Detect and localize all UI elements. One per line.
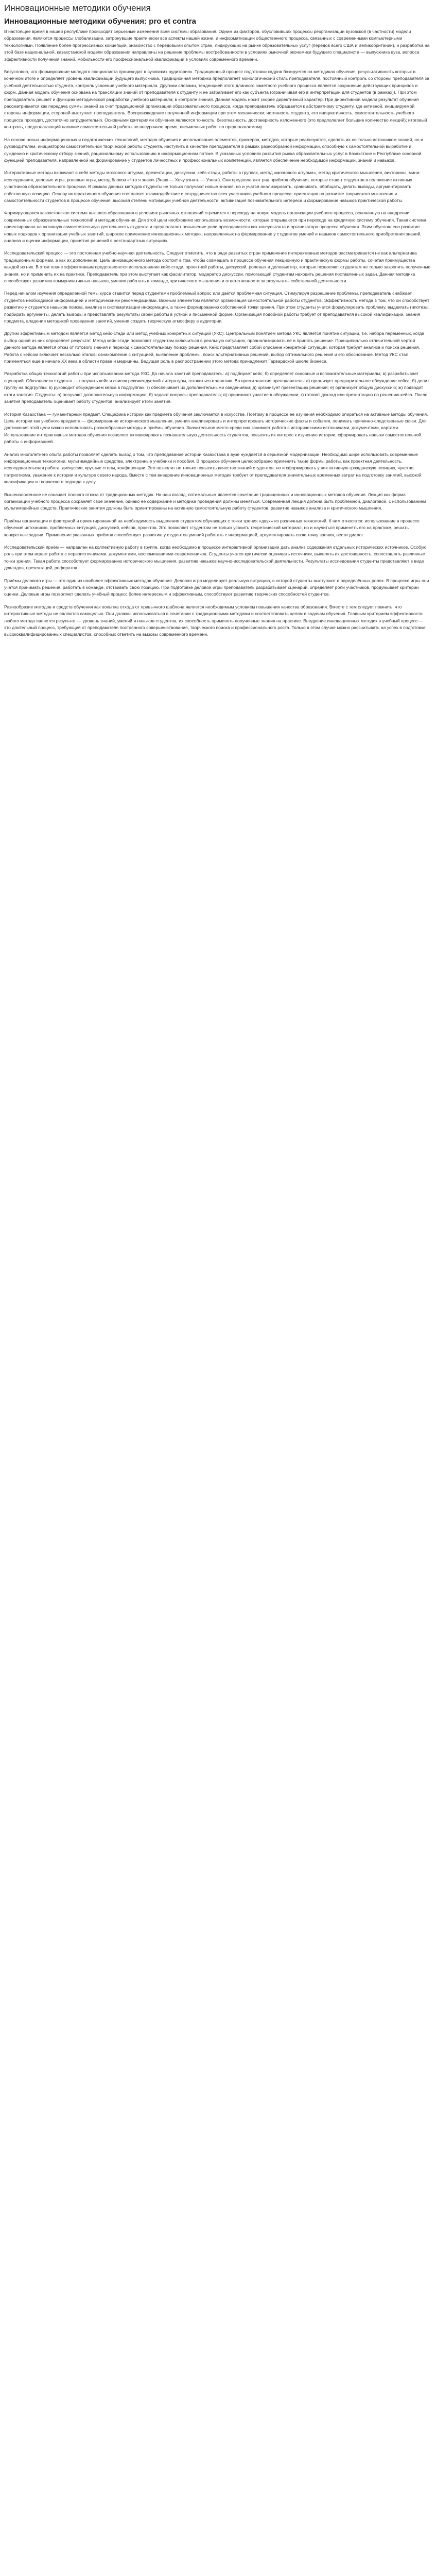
article-paragraph: Разработка общих технологий работы при использовании метода УКС. До начала занятий преподаватель: а) подбирает кейс; б) определяет основные и вспомогательные материалы; в) разрабатывает сценарий. Обязанности студента — получить кейс и список рекомендуемой литературы, готовиться к занятию. Во время занятия преподаватель: а) организует предварительное обсуждение кейса; б) делит группу на подгруппы; в) руководит обсуждением кейса в подгруппах; г) обеспечивает их дополнительными сведениями; д) организует презентацию решений; е) организует общую дискуссию; ж) подводит итоги занятия. Студенты: а) получают дополнительную информацию; б) задают вопросы преподавателю; в) принимают участие в обсуждении; г) готовят доклад или презентацию по решению кейса. После занятия преподаватель оценивает работу студентов, анализирует итоги занятия. [4,371,429,404]
article-paragraph: Перед началом изучения определенной темы курса ставится перед студентами проблемный вопрос или даётся проблемная ситуация. Стимулируя разрешение проблемы, преподаватель снабжает студентов необходимой информацией и методическими рекомендациями. Важным элементом является организация самостоятельной работы студентов. Эффективность метода в том, что он способствует развитию у студентов навыков поиска, анализа и систематизации информации, а также формированию собственной точки зрения. При этом студенты учатся формулировать проблему, выдвигать гипотезы, подбирать аргументы, делать выводы и представлять результаты своей работы в устной и письменной форме. Организация подобной работы требует от преподавателя высокой квалификации, знания предмета, владения методикой проведения занятий, умения создать творческую атмосферу в аудитории. [4,291,430,324]
article-paragraph: История Казахстана — гуманитарный предмет. Специфика истории как предмета обучения заключается в искусстве. Поэтому в процессе её изучения необходимо опираться на активные методы обучения. Цель истории как учебного предмета — формирование исторического мышления, умения анализировать и интерпретировать исторические факты и события, понимать причинно-следственные связи. Для достижения этой цели важно использовать разнообразные методы и приёмы обучения. Значительное место среди них занимает работа с историческими источниками, документами, картами. Использование интерактивных методов обучения позволяет активизировать познавательную деятельность студентов, повысить их интерес к изучению истории, сформировать навыки самостоятельной работы с информацией. [4,411,428,445]
article-paragraph: Безусловно, что формирование молодого специалиста происходит в вузовских аудиториях. Традиционный процесс подготовки кадров базируется на методиках обучения, результативность которых в конечном итоге и определяет уровень квалификации будущего выпускника. Традиционная методика предполагает монологический стиль преподавателя, постоянный контроль со стороны преподавателя за учебной деятельностью студента, контроль усвоения учебного материала. Другими словами, тенденцией этого длинного заметного учебного процесса является сохранение действующих принципов и форм. Данная модель обучения основана на трансляции знаний от преподавателя к студенту и не затрагивает его как субъекта (ограничивая его в интерпретации для студентов (в рамках)). При этом преподаватель решает и функцию методической разработки учебного материала; в контроле знаний. Данная модель носит скорее директивный характер. При директивной модели результат обучения рассматривается как передача суммы знаний за счет традиционной организации образовательного процесса, когда преподаватель обращается к абстрактному студенту, где активной, инициируемой стороны информации, стороной выступает преподаватель. Воспроизведение полученной информации при этом механически; истинность студента, его инициативность, самостоятельность учебного процесса проходят, достаточно затруднительно. Основными критериями обучения являются точность, безотказность, достоверность изложенного (это предполагает большие количество лекций); итоговый контроль, предполагающий наличие самостоятельной работы во внеурочное время, письменных работ по предполагаемому. [4,69,429,130]
article-paragraph: Исследовательский процесс — это постоянная учебно-научная деятельность. Следует отметить, что в ряде развитых стран применение интерактивных методов рассматривается не как альтернатива традиционным формам, а как их дополнение. Цель инновационного метода состоит в том, чтобы совмещать в процессе обучения лекционную и практическую формы работы, сочетая преимущества каждой из них. В этом плане эффективным представляется использование кейс-стади, проектной работы, дискуссий, ролевых и деловых игр, которые позволяют студентам не только закрепить полученные знания, но и применить их на практике. Преподаватель при этом выступает как фасилитатор, модератор дискуссии, помогающий студентам находить решения поставленных задач. Данная методика способствует развитию коммуникативных навыков, умения работать в команде, критического мышления и ответственности за результаты собственной деятельности. [4,250,431,283]
article-paragraph: Другим эффективным методом является метод кейс-стади или метод учебных конкретных ситуаций (УКС). Центральным понятием метода УКС является понятие ситуации, т.е. набора переменных, когда выбор одной из них определяет результат. Метод кейс-стади позволяет студентам включиться в реальную ситуацию, проанализировать её и принять решение. Принципиально отличительной чертой данного метода является отказ от готового знания и переход к самостоятельному поиску решения. Кейс представляет собой описание конкретной ситуации, которая требует анализа и поиска решения. Работа с кейсом включает несколько этапов: ознакомление с ситуацией, выявление проблемы, поиск альтернативных решений, выбор оптимального решения и его обоснование. Метод УКС стал применяться ещё в начале XX века в области права и медицины. Ведущая роль в распространении этого метода принадлежит Гарвардской школе бизнеса. [4,331,425,364]
article-paragraph: Приёмы организации и факторной и ориентированной на необходимость выделения студентом обучающих с точки зрения «двух» из различных технологий. К ним относятся: использование в процессе обучения источников, проблемных ситуаций, дискуссий, кейсов, проектов. Это позволяет студентам не только усвоить теоретический материал, но и научиться применять его на практике, решать конкретные задачи. Применение указанных приёмов способствует развитию у студентов умений работать с информацией, аргументировать свою точку зрения, вести диалог. [4,518,420,537]
article-paragraph: Приёмы делового игры — это один из наиболее эффективных методов обучения. Деловая игра моделирует реальную ситуацию, в которой студенты выступают в определённых ролях. В процессе игры они учатся принимать решения, работать в команде, отстаивать свою позицию. При подготовке деловой игры преподаватель разрабатывает сценарий, определяет роли участников, продумывает критерии оценки. Деловые игры позволяют сделать учебный процесс более интересным и эффективным, способствуют развитию творческих способностей студентов. [4,578,429,597]
article-body [4,28,431,638]
article-paragraph: Разнообразие методов и средств обучения как попытка отхода от привычного шаблона является необходимым условием повышения качества образования. Вместе с тем следует помнить, что интерактивные методы не являются самоцелью. Они должны использоваться в сочетании с традиционными методами и соответствовать целям и задачам обучения. Главным критерием эффективности любого метода является результат — уровень знаний, умений и навыков студентов, их способность применять полученные знания на практике. Внедрение инновационных методик в учебный процесс — это длительный процесс, требующий от преподавателя постоянного совершенствования, творческого поиска и профессионального роста. Только в этом случае можно рассчитывать на успех в подготовке высококвалифицированных специалистов, способных ответить на вызовы современного времени. [4,604,426,637]
page-title: Инновационные методики обучения [4,3,151,13]
article-paragraph: Исследовательский приём — направлен на коллективную работу в группе, когда необходимо в процессе интерактивной организации дать анализ содержания отдельных исторических источников. Особую роль при этом играет работа с первоисточниками, документами, воспоминаниями современников. Студенты учатся критически оценивать источники, выявлять их достоверность, сопоставлять различные точки зрения. Такая работа способствует формированию исторического мышления, развитию навыков научно-исследовательской деятельности. Результаты исследования студенты представляют в виде докладов, презентаций, рефератов. [4,545,427,571]
article-paragraph: Интерактивные методы включают в себя методы мозгового штурма, презентации, дискуссии, кейс-стади, работы в группах, метод «мозгового штурма», метод критического мышления, викторины, мини-исследования, деловые игры, ролевые игры, метод блоков «Что я знаю» (Знаю — Хочу узнать — Узнал). Они предполагают ряд приёмов обучения, которые ставят студентов в положение активных участников образовательного процесса. В рамках данных методов студенты не только получают новые знания, но и учатся анализировать, сравнивать, обобщать, делать выводы, аргументировать собственную позицию. Основу интерактивного обучения составляет взаимодействие и сотрудничество всех участников учебного процесса; ориентация на развитие творческого мышления и самостоятельности студентов в процессе обучения; высокая степень мотивации учебной деятельности; активизация познавательного интереса и формирование навыков практической работы. [4,170,421,203]
article-paragraph: На основе новых информационных и педагогических технологий, методов обучения и использования элементов, примеров, методов, которые реализуются, сделать их не только источником знаний, но и руководителем, инициатором самостоятельной творческой работы студента, наступить в качестве преподавателя в рамках разнообразной информации, способную к самостоятельной выработке и суждению и критическому отбору знаний, рациональному использованию в информационном потоке. В указанных условиях развития рынка образовательных услуг в Казахстане и Республике основной функцией преподавателя, направленной на формирование у студентов личностных и профессиональных компетенций, является обеспечение необходимой информации, знаний и навыков. [4,137,423,163]
article-paragraph: Вышеизложенное не означает полного отказа от традиционных методик. На наш взгляд, оптимальным является сочетание традиционных и инновационных методов обучения. Лекция как форма организации учебного процесса сохраняет своё значение, однако её содержание и методика проведения должны меняться. Современная лекция должна быть проблемной, диалоговой, с использованием мультимедийных средств. Практические занятия должны быть ориентированы на активную самостоятельную работу студентов, развитие навыков анализа и критического мышления. [4,492,426,511]
article-paragraph: В настоящее время в нашей республике происходят серьезные изменения всей системы образования. Одним из факторов, обусловивших процессы реорганизации вузовской (в частности) модели образования, являются процессы глобализации, затронувшие практически все аспекты нашей жизни, и информатизации общественного процесса, связанных с современными компьютерными технологиями. Появление более прогрессивных концепций, знакомство с передовыми опытом стран, лидирующих на рынке образовательных услуг (передов всего США и Великобритании), и разработка на этой базе национальной, казахстанской модели образования направлены на решение проблемы востребованности в условиях рыночной экономики будущего специалиста — выпускника вуза, вопроса эффективности получения знаний, мобильности его профессиональной квалификации в условиях современного времени. [4,29,430,62]
page [0,0,436,654]
article-title: Инновационные методики обучения: pro et contra [4,17,196,26]
article-paragraph: Анализ многолетнего опыта работы позволяет сделать вывод о том, что преподавание истории Казахстана в вузе нуждается в серьёзной модернизации. Необходимо шире использовать современные информационные технологии, мультимедийные средства, электронные учебники и пособия. В процессе обучения целесообразно применять такие формы работы, как проектная деятельность, исследовательская работа, дискуссии, круглые столы, конференции. Это позволит не только повысить качество знаний студентов, но и сформировать у них активную гражданскую позицию, чувство патриотизма, уважение к истории и культуре своего народа. Вместе с тем внедрение инновационных методик требует от преподавателя значительных временных затрат на подготовку занятий, высокой квалификации и творческого подхода к делу. [4,451,422,485]
article-paragraph: Формирующаяся казахстанская система высшего образования в условиях рыночных отношений стремится к переходу на новую модель организации учебного процесса, основанную на внедрении современных образовательных технологий и методик обучения. Для этой цели необходимо использовать возможности, которые открываются при переходе на кредитную систему обучения. Такая система ориентирована на активную самостоятельную деятельность студента и предполагает повышение роли преподавателя как консультанта и организатора процесса обучения. Этим обусловлено развитие новых подходов к организации учебных занятий, широкое применение инновационных методик, направленных на формирование у студентов умений и навыков самостоятельного приобретения знаний, анализа и оценки информации, принятия решений в нестандартных ситуациях. [4,210,426,243]
